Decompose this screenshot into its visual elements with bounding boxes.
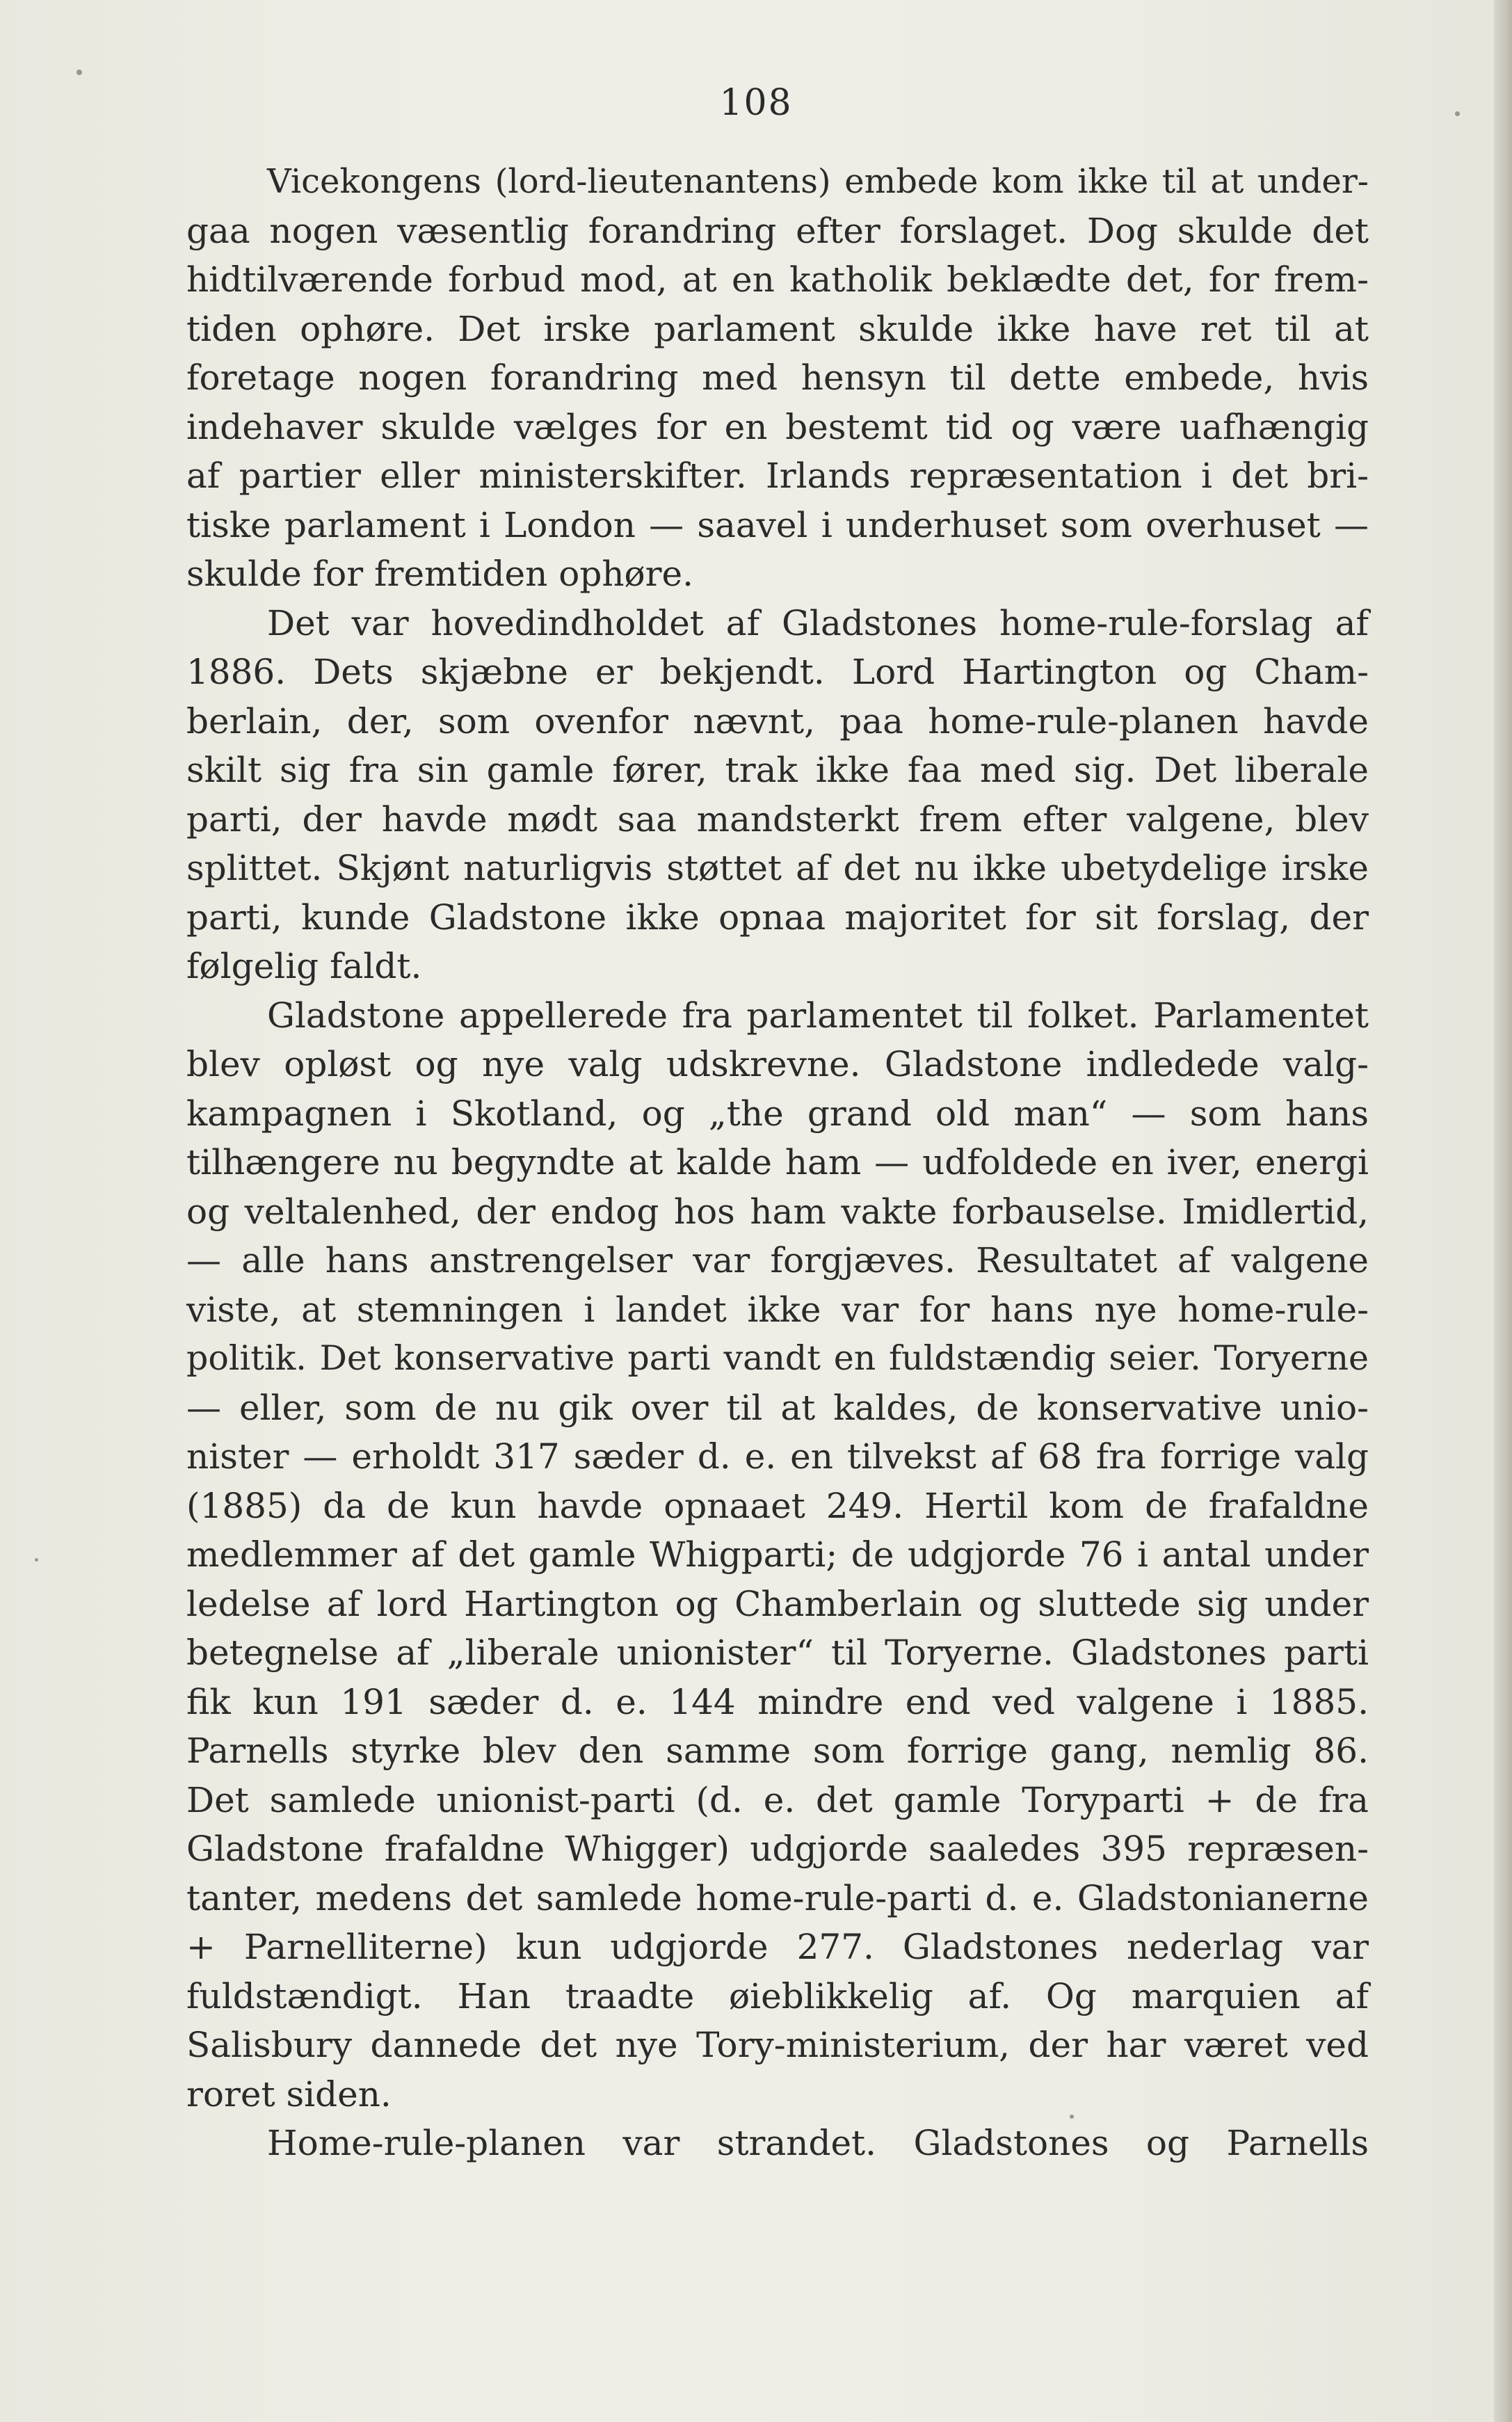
- text-line: 1886. Dets skjæbne er bekjendt. Lord Hartington og Cham-: [186, 652, 1369, 692]
- text-line: + Parnelliterne) kun udgjorde 277. Gladstones nederlag var: [186, 1927, 1369, 1967]
- text-line: berlain, der, som ovenfor nævnt, paa home-rule-planen havde: [186, 700, 1369, 741]
- page-number: 108: [719, 82, 793, 124]
- text-line: Salisbury dannede det nye Tory-ministerium, der har været ved: [186, 2025, 1369, 2065]
- text-line: politik. Det konservative parti vandt en fuldstændig seier. Toryerne: [186, 1338, 1369, 1378]
- body-text: [186, 157, 1369, 2168]
- text-line: Det var hovedindholdet af Gladstones home-rule-forslag af: [267, 602, 1369, 643]
- text-line: roret siden.: [186, 2074, 392, 2115]
- text-line: Home-rule-planen var strandet. Gladstones og Parnells: [267, 2123, 1369, 2163]
- text-line: blev opløst og nye valg udskrevne. Gladstone indledede valg-: [186, 1044, 1369, 1084]
- text-line: Gladstone frafaldne Whigger) udgjorde saaledes 395 repræsen-: [186, 1829, 1369, 1869]
- text-line: Vicekongens (lord-lieutenantens) embede kom ikke til at under-: [267, 162, 1369, 201]
- text-line: — eller, som de nu gik over til at kaldes, de konservative unio-: [186, 1387, 1369, 1428]
- text-line: tilhængere nu begyndte at kalde ham — udfoldede en iver, energi: [186, 1142, 1369, 1182]
- text-line: nister — erholdt 317 sæder d. e. en tilvekst af 68 fra forrige valg: [186, 1436, 1369, 1477]
- text-line: ledelse af lord Hartington og Chamberlain og sluttede sig under: [186, 1583, 1369, 1624]
- text-line: og veltalenhed, der endog hos ham vakte forbauselse. Imidlertid,: [186, 1191, 1369, 1232]
- page-edge: [1494, 0, 1512, 2422]
- paper-speck: [35, 1558, 38, 1562]
- paper-speck: [77, 70, 82, 75]
- text-line: tiske parlament i London — saavel i underhuset som overhuset —: [186, 504, 1369, 545]
- text-line: viste, at stemningen i landet ikke var for hans nye home-rule-: [186, 1289, 1369, 1330]
- text-line: af partier eller ministerskifter. Irlands repræsentation i det bri-: [186, 456, 1369, 496]
- text-line: tanter, medens det samlede home-rule-parti d. e. Gladstonianerne: [186, 1877, 1369, 1918]
- text-line: — alle hans anstrengelser var forgjæves. Resultatet af valgene: [186, 1240, 1369, 1281]
- text-line: splittet. Skjønt naturligvis støttet af det nu ikke ubetydelige irske: [186, 848, 1369, 888]
- text-line: parti, kunde Gladstone ikke opnaa majoritet for sit forslag, der: [186, 897, 1369, 938]
- text-line: følgelig faldt.: [186, 946, 422, 986]
- text-line: skulde for fremtiden ophøre.: [186, 554, 694, 594]
- text-line: (1885) da de kun havde opnaaet 249. Hertil kom de frafaldne: [186, 1485, 1369, 1526]
- text-line: fik kun 191 sæder d. e. 144 mindre end ved valgene i 1885.: [186, 1681, 1369, 1722]
- text-line: medlemmer af det gamle Whigparti; de udgjorde 76 i antal under: [186, 1534, 1369, 1575]
- text-line: tiden ophøre. Det irske parlament skulde ikke have ret til at: [186, 308, 1369, 349]
- text-line: parti, der havde mødt saa mandsterkt frem efter valgene, blev: [186, 799, 1369, 840]
- text-line: fuldstændigt. Han traadte øieblikkelig af. Og marquien af: [186, 1975, 1369, 2016]
- text-line: skilt sig fra sin gamle fører, trak ikke faa med sig. Det liberale: [186, 750, 1369, 790]
- text-line: betegnelse af „liberale unionister“ til Toryerne. Gladstones parti: [186, 1633, 1369, 1673]
- text-line: Gladstone appellerede fra parlamentet til folket. Parlamentet: [267, 995, 1369, 1036]
- text-line: foretage nogen forandring med hensyn til dette embede, hvis: [186, 358, 1369, 398]
- text-line: indehaver skulde vælges for en bestemt tid og være uafhængig: [186, 406, 1369, 447]
- text-line: gaa nogen væsentlig forandring efter forslaget. Dog skulde det: [186, 210, 1369, 251]
- text-line: Parnells styrke blev den samme som forrige gang, nemlig 86.: [186, 1731, 1369, 1771]
- text-line: kampagnen i Skotland, og „the grand old man“ — som hans: [186, 1093, 1369, 1134]
- text-line: Det samlede unionist-parti (d. e. det gamle Toryparti + de fra: [186, 1779, 1369, 1820]
- text-line: hidtilværende forbud mod, at en katholik beklædte det, for frem-: [186, 259, 1369, 300]
